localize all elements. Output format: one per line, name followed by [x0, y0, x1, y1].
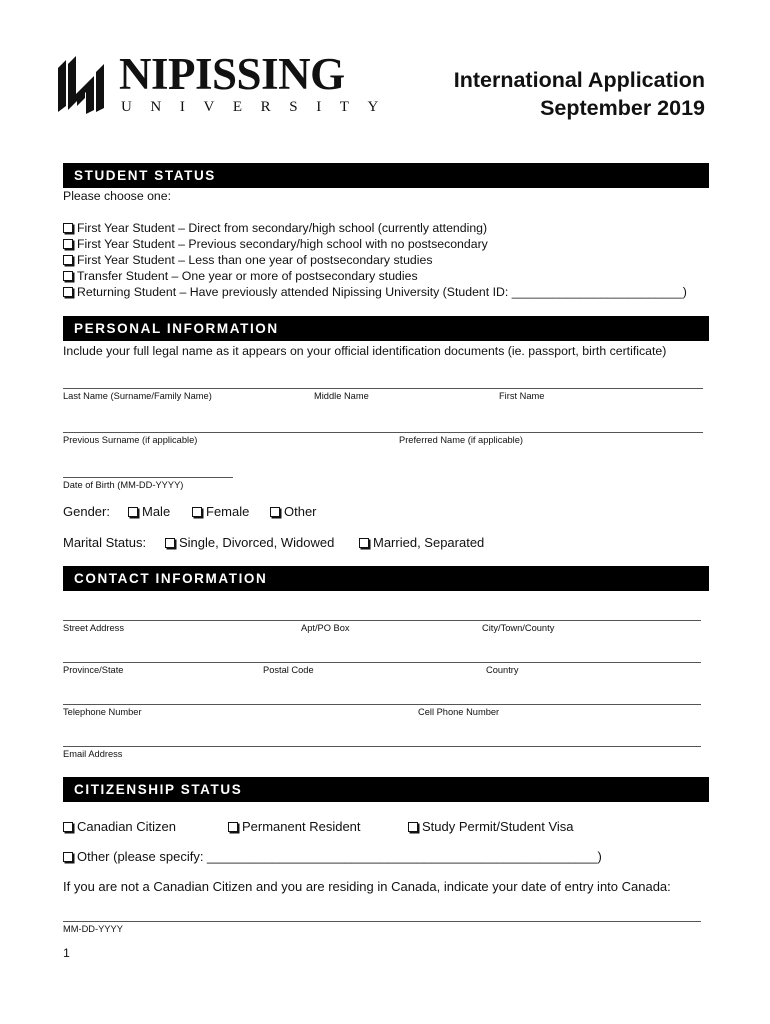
entry-date-line[interactable]: [63, 921, 701, 922]
citizen-study-permit[interactable]: Study Permit/Student Visa: [408, 819, 574, 834]
page-title: [454, 66, 705, 122]
address-line[interactable]: [63, 620, 701, 621]
logo-subtitle: UNIVERSITY: [121, 99, 397, 115]
entry-date-question: If you are not a Canadian Citizen and you are residing in Canada, indicate your date of entry into Canada:: [63, 879, 671, 894]
checkbox-icon[interactable]: [63, 287, 73, 297]
city-label: City/Town/County: [482, 623, 555, 633]
street-address-label: Street Address: [63, 623, 124, 633]
previous-surname-label: Previous Surname (if applicable): [63, 435, 198, 445]
email-label: Email Address: [63, 749, 123, 759]
student-option-2[interactable]: First Year Student – Previous secondary/high school with no postsecondary: [63, 237, 488, 253]
checkbox-icon[interactable]: [228, 822, 238, 832]
personal-instruction: Include your full legal name as it appears on your official identification documents (ie. passport, birth certificate): [63, 344, 667, 358]
preferred-name-label: Preferred Name (if applicable): [399, 435, 524, 445]
postal-code-label: Postal Code: [263, 665, 314, 675]
marital-married[interactable]: Married, Separated: [359, 535, 484, 550]
section-contact-information: CONTACT INFORMATION: [63, 566, 709, 591]
dob-line[interactable]: [63, 477, 233, 478]
checkbox-icon[interactable]: [128, 507, 138, 517]
student-option-1[interactable]: First Year Student – Direct from secondary/high school (currently attending): [63, 221, 487, 237]
gender-female[interactable]: Female: [192, 504, 249, 519]
student-status-instruction: Please choose one:: [63, 189, 172, 203]
title-line-2: September 2019: [540, 96, 705, 120]
citizen-other[interactable]: Other (please specify: ______________________________________________________): [63, 849, 602, 864]
checkbox-icon[interactable]: [270, 507, 280, 517]
last-name-label: Last Name (Surname/Family Name): [63, 391, 212, 401]
phone-line[interactable]: [63, 704, 701, 705]
province-line[interactable]: [63, 662, 701, 663]
student-option-4[interactable]: Transfer Student – One year or more of postsecondary studies: [63, 269, 418, 285]
checkbox-icon[interactable]: [63, 822, 73, 832]
country-label: Country: [486, 665, 519, 675]
section-citizenship-status: CITIZENSHIP STATUS: [63, 777, 709, 802]
checkbox-icon[interactable]: [63, 271, 73, 281]
nipissing-logo-mark: [56, 54, 108, 114]
checkbox-icon[interactable]: [359, 538, 369, 548]
student-option-3[interactable]: First Year Student – Less than one year of postsecondary studies: [63, 253, 432, 269]
telephone-label: Telephone Number: [63, 707, 142, 717]
email-line[interactable]: [63, 746, 701, 747]
title-line-1: International Application: [453, 68, 705, 92]
entry-date-format-label: MM-DD-YYYY: [63, 924, 123, 934]
marital-single[interactable]: Single, Divorced, Widowed: [165, 535, 334, 550]
checkbox-icon[interactable]: [63, 255, 73, 265]
previous-preferred-line[interactable]: [63, 432, 703, 433]
checkbox-icon[interactable]: [63, 223, 73, 233]
name-line[interactable]: [63, 388, 703, 389]
province-label: Province/State: [63, 665, 124, 675]
checkbox-icon[interactable]: [63, 239, 73, 249]
checkbox-icon[interactable]: [408, 822, 418, 832]
cell-phone-label: Cell Phone Number: [418, 707, 500, 717]
checkbox-icon[interactable]: [192, 507, 202, 517]
gender-male[interactable]: Male: [128, 504, 170, 519]
section-personal-information: PERSONAL INFORMATION: [63, 316, 709, 341]
citizen-canadian[interactable]: Canadian Citizen: [63, 819, 176, 834]
marital-status-label: Marital Status:: [63, 535, 147, 550]
citizen-permanent-resident[interactable]: Permanent Resident: [228, 819, 361, 834]
apt-label: Apt/PO Box: [301, 623, 350, 633]
section-student-status: STUDENT STATUS: [63, 163, 709, 188]
page-number: 1: [63, 946, 70, 960]
checkbox-icon[interactable]: [63, 852, 73, 862]
gender-other[interactable]: Other: [270, 504, 317, 519]
middle-name-label: Middle Name: [314, 391, 369, 401]
first-name-label: First Name: [499, 391, 545, 401]
dob-label: Date of Birth (MM-DD-YYYY): [63, 480, 184, 490]
logo-wordmark: NIPISSING: [119, 49, 345, 99]
student-option-5[interactable]: Returning Student – Have previously attended Nipissing University (Student ID: _________________________): [63, 285, 687, 301]
gender-label: Gender:: [63, 504, 110, 519]
checkbox-icon[interactable]: [165, 538, 175, 548]
